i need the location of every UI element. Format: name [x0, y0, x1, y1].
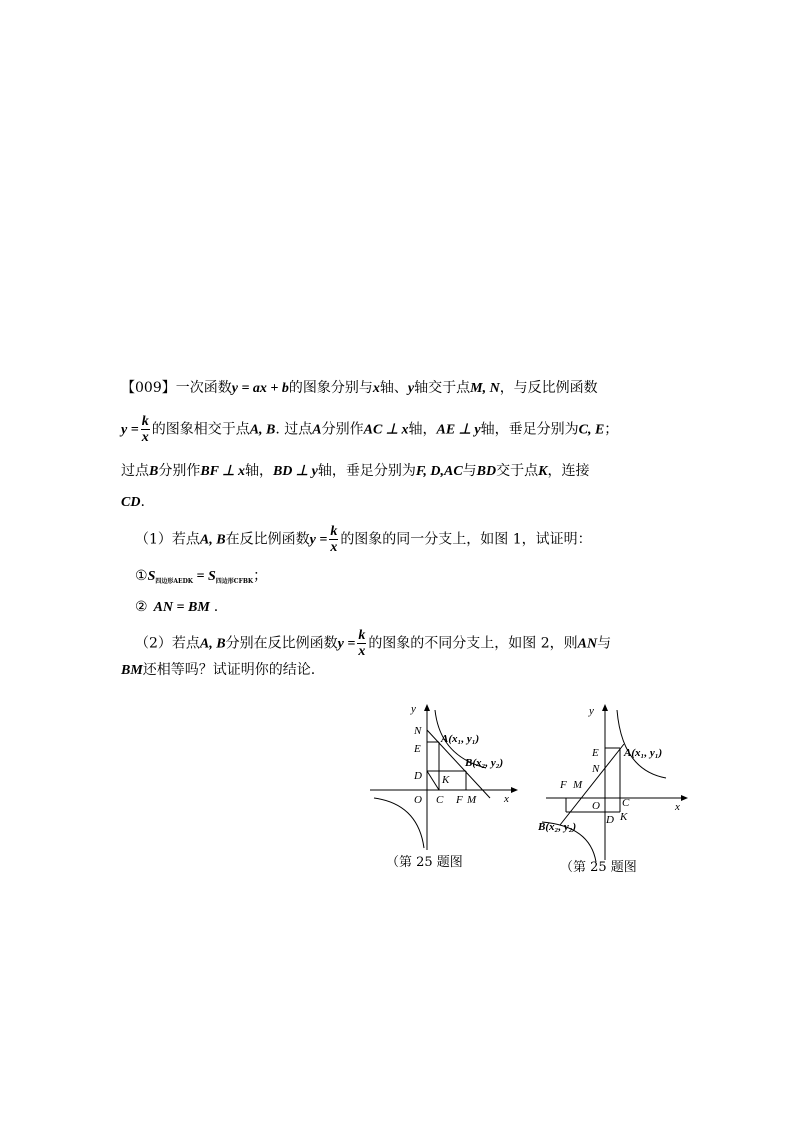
problem-tag: 【009】 [121, 380, 176, 396]
label-y: y [589, 705, 594, 717]
figure-1-caption: （第 25 题图 [386, 855, 463, 870]
label-x: x [675, 801, 680, 813]
label-a: A(x₁, y₁) [441, 733, 480, 745]
label-d: D [606, 814, 614, 826]
label-f: F [456, 794, 463, 806]
label-a: A(x₁, y₁) [624, 747, 663, 759]
y-axis-arrow [602, 704, 608, 711]
label-m: M [467, 794, 477, 806]
problem-line-7: ② AN = BM . [135, 599, 219, 615]
fraction-k-over-x: $\frac{k}{x}$ [358, 628, 366, 659]
fraction-k-over-x: $\frac{k}{x}$ [330, 524, 338, 555]
figure-2-caption: （第 25 题图 [560, 860, 637, 875]
label-k: K [620, 811, 628, 823]
label-o: O [592, 800, 600, 812]
linear-equation: y = ax + b [231, 381, 289, 396]
y-axis-arrow [424, 704, 430, 711]
segment-cd [605, 798, 620, 812]
label-m: M [573, 779, 583, 791]
x-axis-arrow [511, 787, 518, 793]
segment-cd [427, 771, 439, 790]
label-c: C [622, 797, 630, 809]
fraction-k-over-x: $\frac{k}{x}$ [141, 414, 149, 445]
label-n: N [414, 725, 422, 737]
problem-line-1: 【009】一次函数y = ax + b的图象分别与x轴、y轴交于点M, N，与反比例函数 [121, 380, 598, 396]
x-axis-arrow [681, 795, 688, 801]
label-x: x [504, 793, 509, 805]
problem-line-3: 过点B分别作BF ⊥ x轴，BD ⊥ y轴，垂足分别为F, D,AC与BD交于点K，连接 [121, 463, 590, 479]
label-d: D [414, 770, 422, 782]
hyperbola-branch-q1 [617, 710, 666, 778]
label-b: B(x₂, y₂) [538, 821, 577, 833]
label-e: E [592, 747, 599, 759]
label-n: N [592, 763, 600, 775]
problem-line-4: CD. [121, 494, 145, 510]
figure-2 [538, 700, 698, 865]
label-o: O [414, 794, 422, 806]
label-c: C [436, 794, 444, 806]
figure-1 [368, 700, 528, 855]
problem-line-6: $①S_{四边形AEDK} = S_{四边形CFBK}$； [135, 568, 268, 585]
label-k: K [442, 774, 450, 786]
segment-ce [427, 742, 439, 753]
label-y: y [411, 703, 416, 715]
label-b: B(x₂, y₂) [465, 757, 504, 769]
problem-line-2: y = $\frac{k}{x}$ 的图象相交于点A, B. 过点A分别作AC ⊥ x轴，AE ⊥ y轴，垂足分别为C, E； [121, 414, 619, 445]
problem-line-5: （1）若点A, B在反比例函数y = $\frac{k}{x}$ 的图象的同一分支上，如图 1，试证明： [135, 524, 592, 555]
label-f: F [560, 779, 567, 791]
problem-line-9: BM还相等吗？试证明你的结论. [121, 662, 316, 678]
problem-line-8: （2）若点A, B分别在反比例函数y = $\frac{k}{x}$ 的图象的不同分支上，如图 2，则AN与 [135, 628, 612, 659]
label-e: E [414, 743, 421, 755]
